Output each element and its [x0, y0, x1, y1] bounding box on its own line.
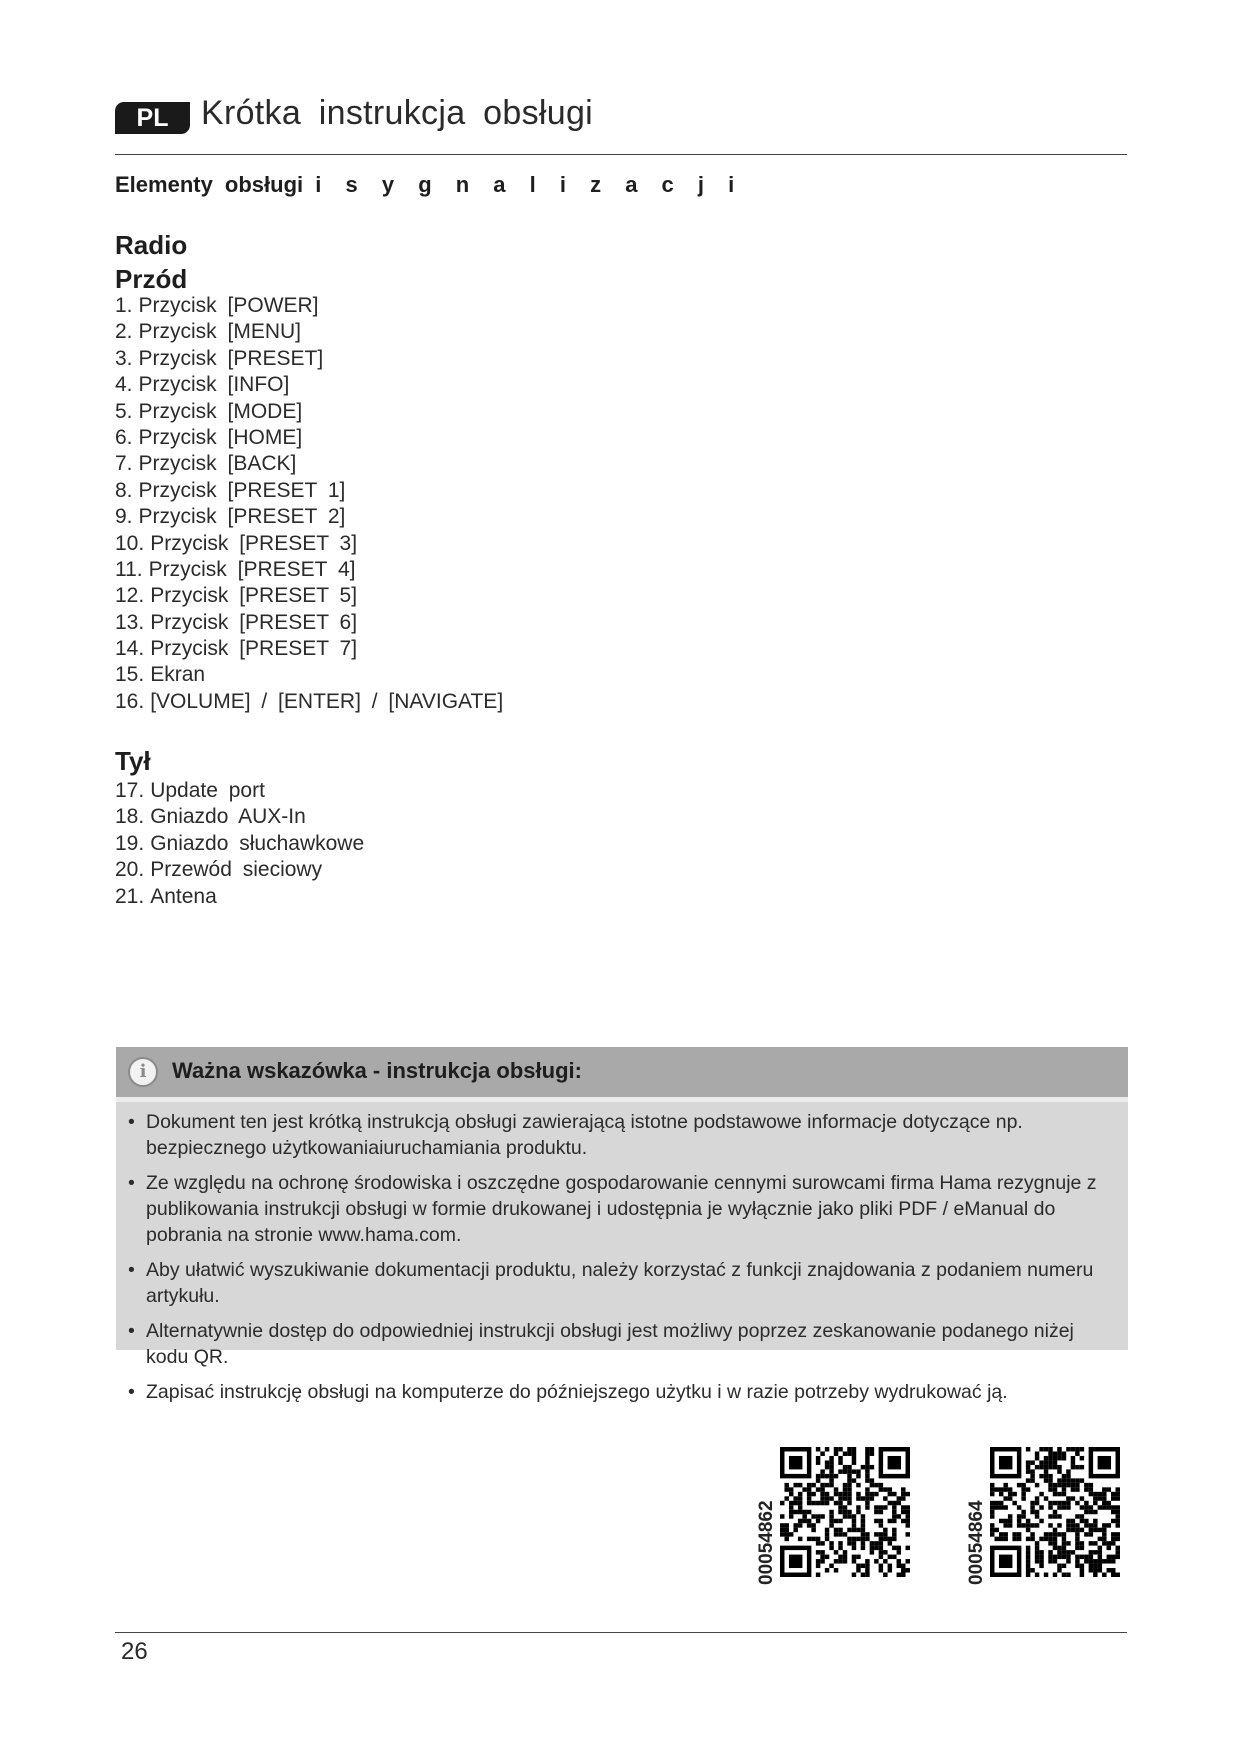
- list-item: 1. Przycisk [POWER]: [115, 294, 319, 317]
- info-icon: i: [128, 1057, 158, 1087]
- footer-divider: [115, 1632, 1127, 1633]
- notice-title: Ważna wskazówka - instrukcja obsługi:: [172, 1058, 582, 1083]
- page-number: 26: [121, 1638, 148, 1665]
- list-item: 5. Przycisk [MODE]: [115, 399, 303, 423]
- header-divider: [115, 154, 1127, 155]
- list-item: 15. Ekran: [115, 663, 206, 687]
- back-controls-list: [115, 778, 364, 910]
- section-heading: [115, 172, 740, 198]
- section-heading-part2: i s y g n a l i z a c j i: [315, 172, 741, 197]
- page-header: [115, 96, 1127, 156]
- notice-item: • Dokument ten jest krótką instrukcją obsługi zawierającą istotne podstawowe informacje dotyczące np. bezpiecznego użytkowaniaiuruchamiania produktu.: [128, 1109, 1118, 1161]
- qr-code-2-article: 00054864: [966, 1500, 987, 1585]
- list-item: 3. Przycisk [PRESET]: [115, 346, 324, 370]
- list-item: 12. Przycisk [PRESET 5]: [115, 584, 358, 608]
- important-notice: [116, 1047, 1128, 1403]
- list-item: 21. Antena: [115, 884, 217, 908]
- back-heading: Tył: [115, 746, 151, 776]
- front-heading: Przód: [115, 264, 188, 294]
- list-item: 10. Przycisk [PRESET 3]: [115, 531, 358, 555]
- notice-item: • Ze względu na ochronę środowiska i oszczędne gospodarowanie cennymi surowcami firma Hama rezygnuje z publikowania instrukcji obsługi w formie drukowanej i udostępnia je wyłącznie jako pliki PDF / eManual do pobrania na stronie www.hama.com.: [128, 1170, 1118, 1248]
- notice-list: [128, 1109, 1118, 1414]
- list-item: 6. Przycisk [HOME]: [115, 425, 303, 449]
- radio-heading: Radio: [115, 230, 188, 260]
- list-item: 8. Przycisk [PRESET 1]: [115, 478, 346, 502]
- language-badge: PL: [115, 102, 190, 134]
- front-controls-list: [115, 293, 503, 715]
- qr-code-2: [990, 1447, 1120, 1577]
- notice-item: • Aby ułatwić wyszukiwanie dokumentacji produktu, należy korzystać z funkcji znajdowania z podaniem numeru artykułu.: [128, 1257, 1118, 1309]
- list-item: 18. Gniazdo AUX-In: [115, 805, 306, 829]
- notice-item: • Zapisać instrukcję obsługi na komputerze do późniejszego użytku i w razie potrzeby wydrukować ją.: [128, 1379, 1118, 1405]
- qr-code-1: [780, 1447, 910, 1577]
- list-item: 19. Gniazdo słuchawkowe: [115, 831, 365, 855]
- list-item: 9. Przycisk [PRESET 2]: [115, 505, 346, 529]
- list-item: 14. Przycisk [PRESET 7]: [115, 637, 358, 661]
- list-item: 20. Przewód sieciowy: [115, 858, 323, 882]
- list-item: 7. Przycisk [BACK]: [115, 452, 297, 476]
- notice-header: [116, 1047, 1128, 1102]
- list-item: 2. Przycisk [MENU]: [115, 320, 302, 344]
- qr-code-1-article: 00054862: [756, 1500, 777, 1585]
- notice-item: • Alternatywnie dostęp do odpowiedniej instrukcji obsługi jest możliwy poprzez zeskanowanie podanego niżej kodu QR.: [128, 1318, 1118, 1370]
- list-item: 11. Przycisk [PRESET 4]: [115, 557, 356, 581]
- list-item: 17. Update port: [115, 779, 265, 802]
- list-item: 16. [VOLUME] / [ENTER] / [NAVIGATE]: [115, 689, 504, 713]
- list-item: 13. Przycisk [PRESET 6]: [115, 610, 358, 634]
- list-item: 4. Przycisk [INFO]: [115, 373, 290, 397]
- page-title: Krótka instrukcja obsługi: [201, 94, 594, 132]
- section-heading-part1: Elementy obsługi: [115, 172, 304, 197]
